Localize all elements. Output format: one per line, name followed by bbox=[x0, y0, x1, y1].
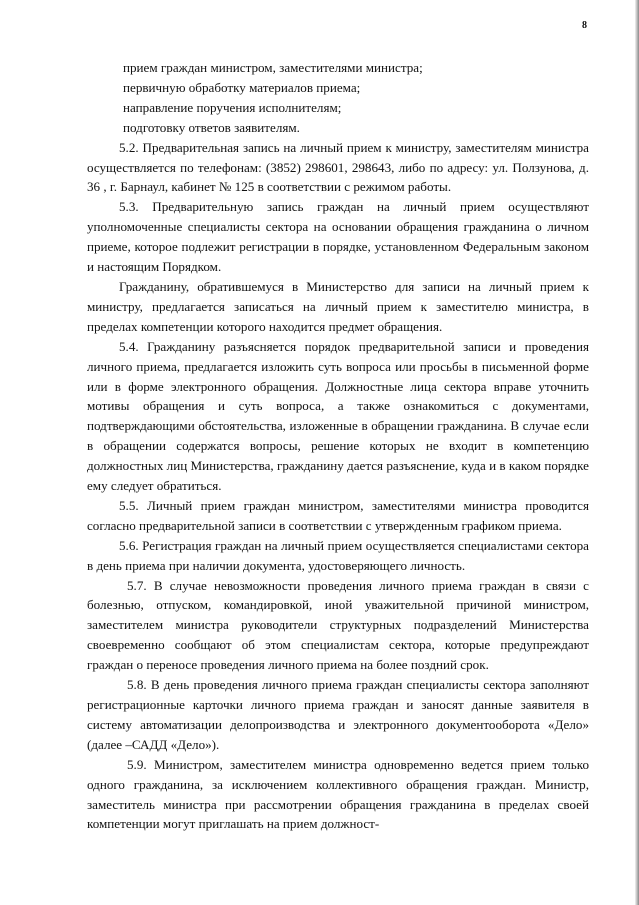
list-item: направление поручения исполнителям; bbox=[123, 99, 342, 115]
paragraph-5-9: 5.9. Министром, заместителем министра одновременно ведется прием только одного гражданина, за исключением коллективного обращения граждан. Министр, заместитель министра при рассмотрении обращения гражданина в пределах своей компетенции могут приглашать на прием должност- bbox=[87, 756, 589, 832]
page-number: 8 bbox=[582, 20, 587, 31]
paragraph-5-7: 5.7. В случае невозможности проведения личного приема граждан в связи с болезнью, отпуском, командировкой, иной уважительной причиной министром, заместителем министра руководители структурных подразделений Министерства своевременно сообщают об этом специалистам сектора, которые предупреждают граждан о переносе проведения личного приема на более поздний срок. bbox=[87, 577, 589, 673]
list-item: прием граждан министром, заместителями министра; bbox=[123, 60, 423, 75]
paragraph-5-5: 5.5. Личный прием граждан министром, заместителями министра проводится согласно предварительной записи в соответствии с утвержденным графиком приема. bbox=[87, 497, 589, 533]
paragraph-5-2: 5.2. Предварительная запись на личный прием к министру, заместителям министра осуществляется по телефонам: (3852) 298601, 298643, либо по адресу: ул. Ползунова, д. 36 , г. Барнаул, кабинет № 125 в соответствии с режимом работы. bbox=[87, 139, 589, 195]
paragraph-5-3-continued: Гражданину, обратившемуся в Министерство для записи на личный прием к министру, предлагается записаться на личный прием к заместителю министра, в пределах компетенции которого находится предмет обращения. bbox=[87, 278, 589, 334]
paragraph-5-3: 5.3. Предварительную запись граждан на личный прием осуществляют уполномоченные специалисты сектора на основании обращения гражданина о личном приеме, которое подлежит регистрации в порядке, установленном Федеральным законом и настоящим Порядком. bbox=[87, 199, 589, 275]
list-item: первичную обработку материалов приема; bbox=[123, 79, 361, 95]
scan-page-edge bbox=[635, 0, 639, 905]
paragraph-5-6: 5.6. Регистрация граждан на личный прием осуществляется специалистами сектора в день приема при наличии документа, удостоверяющего личность. bbox=[87, 537, 589, 573]
list-item: подготовку ответов заявителям. bbox=[123, 119, 300, 135]
paragraph-5-4: 5.4. Гражданину разъясняется порядок предварительной записи и проведения личного приема, предлагается изложить суть вопроса или просьбы в письменной форме или в форме электронного обращения. Должностные лица сектора вправе уточнить мотивы обращения и суть вопроса, а также ознакомиться с документами, подтверждающими обстоятельства, изложенные в обращении гражданина. В случае если в обращении содержатся вопросы, решение которых не входит в компетенцию должностных лиц Министерства, гражданину дается разъяснение, куда и в каком порядке ему следует обратиться. bbox=[87, 338, 589, 494]
document-body bbox=[87, 58, 589, 834]
paragraph-5-8: 5.8. В день проведения личного приема граждан специалисты сектора заполняют регистрационные карточки личного приема граждан и заносят данные заявителя в систему автоматизации делопроизводства и электронного документооборота «Дело» (далее –САДД «Дело»). bbox=[87, 677, 589, 752]
